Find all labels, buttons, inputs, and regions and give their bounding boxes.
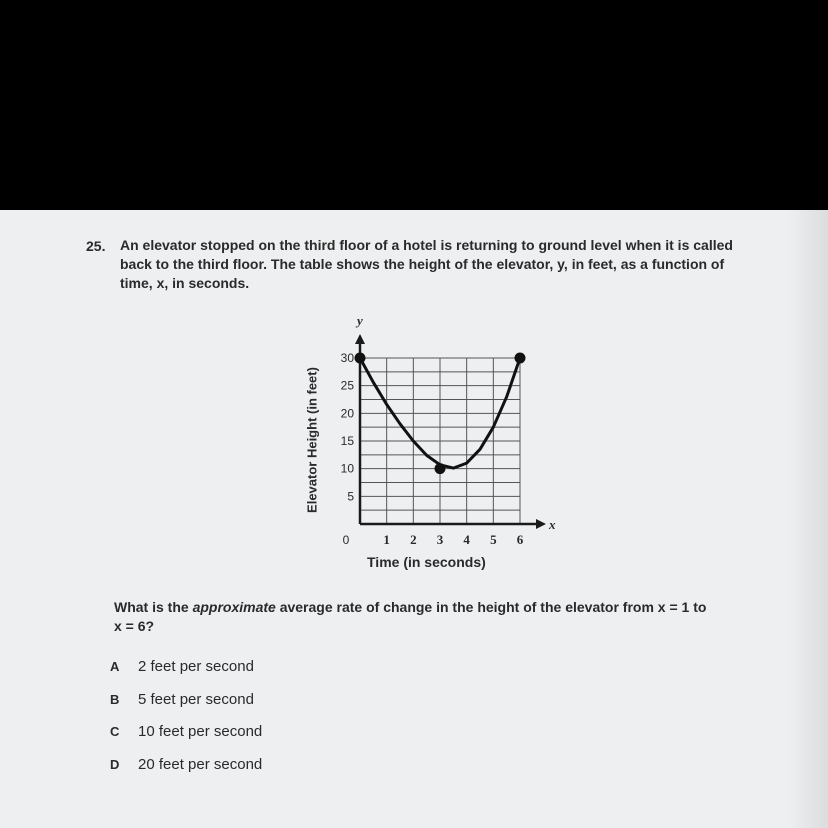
prompt-line-2: x = 6? [114, 618, 155, 634]
choice-text: 2 feet per second [138, 658, 254, 675]
x-tick-label: 6 [516, 532, 524, 547]
question-line: An elevator stopped on the third floor of a hotel is returning to ground level when it is called [120, 237, 733, 253]
x-tick-label: 1 [383, 532, 390, 547]
y-tick-label: 10 [340, 461, 354, 476]
choice-c[interactable] [110, 723, 262, 740]
data-point [515, 353, 526, 364]
prompt-prefix: What is the [114, 599, 193, 615]
choice-text: 5 feet per second [138, 691, 254, 708]
x-axis-variable: x [549, 517, 556, 532]
prompt-text [114, 598, 774, 636]
y-tick-label: 15 [340, 434, 354, 448]
choice-letter: C [110, 724, 120, 739]
prompt-line-1 [114, 598, 774, 617]
x-tick-label: 4 [463, 532, 470, 547]
choice-letter: A [110, 659, 120, 674]
choice-a[interactable] [110, 658, 254, 675]
question-line: time, x, in seconds. [120, 275, 250, 291]
question-line: back to the third floor. The table shows the height of the elevator, y, in feet, as a function of [120, 256, 725, 272]
origin-label: 0 [342, 533, 350, 547]
y-axis-label: Elevator Height (in feet) [304, 367, 320, 513]
choice-d[interactable] [110, 756, 262, 773]
chart-axes [355, 313, 556, 532]
choice-b[interactable] [110, 691, 254, 708]
x-tick-label: 5 [490, 532, 497, 547]
chart-grid [360, 358, 520, 524]
x-tick-label: 2 [410, 532, 417, 547]
x-tick-label: 3 [436, 532, 444, 547]
chart-tick-labels [341, 351, 524, 547]
prompt-emphasis: approximate [192, 599, 276, 615]
x-axis-label: Time (in seconds) [367, 554, 486, 570]
question-number: 25. [86, 238, 106, 254]
y-axis-variable: y [357, 313, 363, 328]
y-tick-label: 30 [340, 351, 354, 365]
y-tick-label: 5 [347, 489, 354, 504]
y-tick-label: 25 [340, 378, 354, 393]
prompt-suffix: average rate of change in the height of the elevator from x = 1 to [275, 599, 707, 615]
choice-text: 10 feet per second [138, 723, 263, 740]
choice-letter: D [110, 757, 120, 772]
y-axis-arrow [355, 334, 365, 344]
y-tick-label: 20 [340, 406, 354, 421]
x-axis-arrow [536, 519, 546, 529]
choice-text: 20 feet per second [138, 756, 263, 773]
data-point [435, 463, 446, 474]
data-point [355, 353, 366, 364]
choice-letter: B [110, 692, 120, 707]
